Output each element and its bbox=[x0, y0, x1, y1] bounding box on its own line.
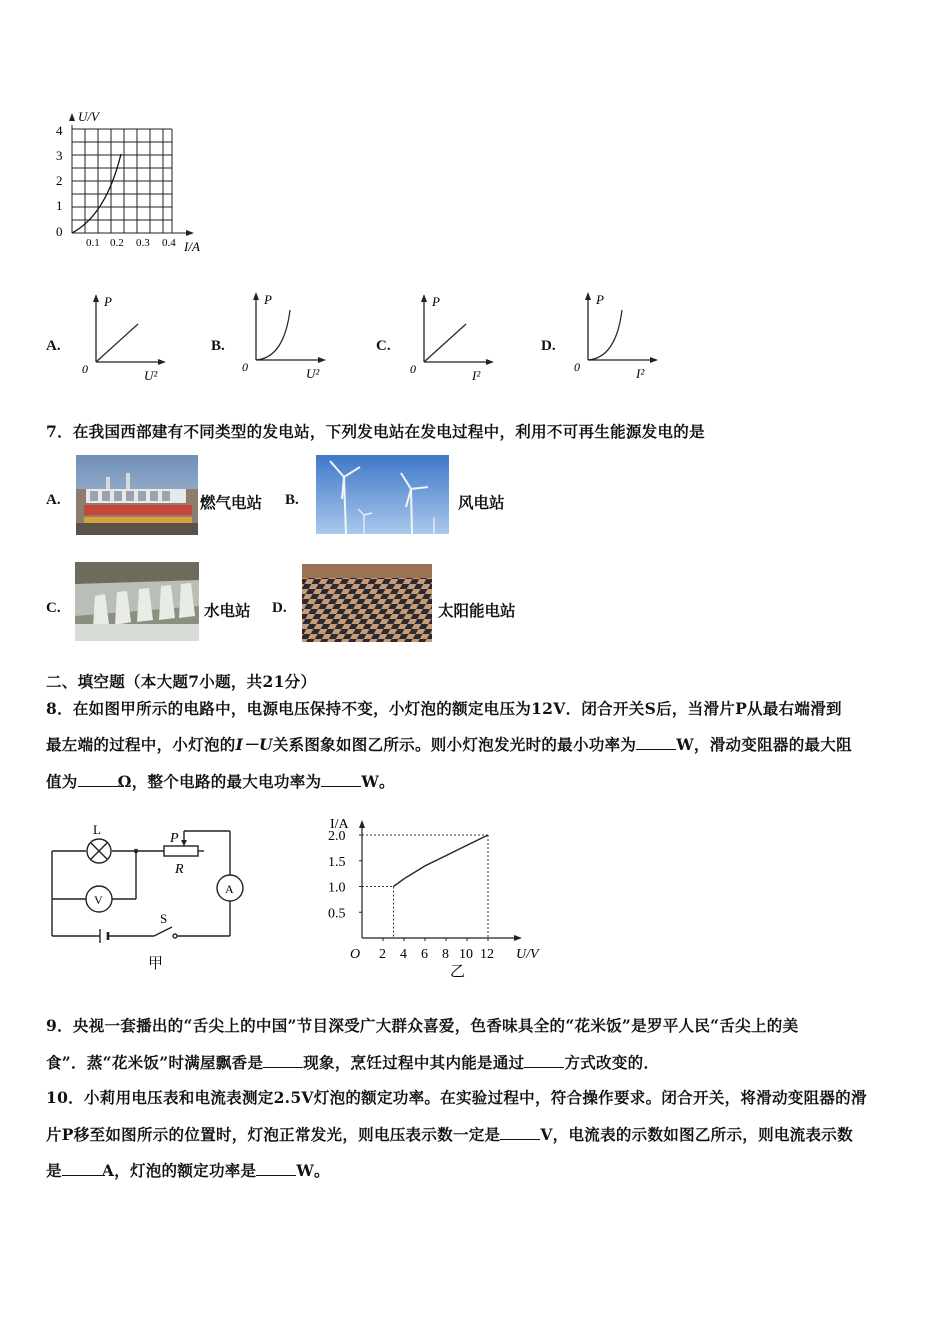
answer-blank[interactable] bbox=[500, 1125, 540, 1140]
text: 最左端的过程中，小灯泡的 bbox=[46, 735, 236, 754]
y-tick: 1 bbox=[56, 198, 63, 213]
q7-option-c-letter: C. bbox=[46, 600, 61, 616]
x-axis-label: U/V bbox=[516, 947, 539, 962]
y-tick-label: 2.0 bbox=[328, 829, 346, 844]
q7-option-a-label: 燃气电站 bbox=[200, 493, 263, 512]
x-tick: 0.1 bbox=[86, 237, 100, 249]
q8-line-3 bbox=[46, 770, 395, 792]
y-tick-label: 0.5 bbox=[328, 906, 346, 922]
axis-label: P bbox=[432, 294, 440, 309]
y-tick-label: 1.0 bbox=[328, 880, 346, 896]
q9-line-1: 9．央视一套播出的“舌尖上的中国”节目深受广大群众喜爱，色香味具全的“花米饭”是罗平人民“舌尖上的美 bbox=[46, 1016, 799, 1035]
figure-caption-jia: 甲 bbox=[148, 956, 164, 972]
text: Ω，整个电路的最大电功率为 bbox=[117, 772, 322, 791]
u-i-graph bbox=[48, 105, 218, 255]
voltmeter-label: V bbox=[94, 893, 103, 907]
origin-label: O bbox=[350, 947, 361, 962]
text: W，滑动变阻器的最大阻 bbox=[676, 735, 852, 754]
q7-option-c-label: 水电站 bbox=[204, 601, 251, 620]
axis-label: P bbox=[264, 292, 272, 307]
option-b-graph[interactable] bbox=[240, 288, 330, 383]
y-axis-label: I/A bbox=[330, 817, 349, 832]
q7-text: 7．在我国西部建有不同类型的发电站，下列发电站在发电过程中，利用不可再生能源发电的是 bbox=[46, 422, 705, 441]
origin-label: 0 bbox=[574, 360, 580, 374]
figure-caption-yi: 乙 bbox=[450, 964, 466, 980]
q7-option-d-label: 太阳能电站 bbox=[438, 601, 516, 620]
answer-blank[interactable] bbox=[321, 772, 361, 787]
circuit-diagram bbox=[44, 815, 254, 980]
slider-label: P bbox=[170, 831, 179, 846]
option-d-letter: D. bbox=[541, 338, 556, 354]
axis-label: U² bbox=[144, 368, 158, 383]
text: 现象，烹饪过程中其内能是通过 bbox=[303, 1053, 525, 1072]
resistor-label: R bbox=[175, 862, 184, 877]
x-tick: 0.3 bbox=[136, 237, 150, 249]
x-tick: 0.2 bbox=[110, 237, 124, 249]
y-tick-label: 1.5 bbox=[328, 854, 346, 870]
q10-line-3 bbox=[46, 1159, 330, 1181]
axis-label: I² bbox=[472, 368, 481, 383]
answer-blank[interactable] bbox=[636, 735, 676, 750]
text: A，灯泡的额定功率是 bbox=[101, 1161, 257, 1180]
x-tick-label: 2 bbox=[379, 947, 386, 962]
q9-line-2 bbox=[46, 1051, 659, 1073]
x-tick-label: 4 bbox=[400, 947, 407, 962]
x-tick-label: 8 bbox=[442, 947, 449, 962]
answer-blank[interactable] bbox=[263, 1053, 303, 1068]
x-tick: 0.4 bbox=[162, 237, 176, 249]
x-tick-label: 6 bbox=[421, 947, 428, 962]
text: 关系图象如图乙所示。则小灯泡发光时的最小功率为 bbox=[272, 735, 637, 754]
q8-line-2 bbox=[46, 733, 852, 755]
hydro-power-station-image[interactable] bbox=[75, 562, 199, 641]
origin-label: 0 bbox=[410, 362, 416, 376]
q7-option-b-letter: B. bbox=[285, 492, 299, 508]
option-d-graph[interactable] bbox=[572, 288, 662, 383]
origin-label: 0 bbox=[242, 360, 248, 374]
answer-blank[interactable] bbox=[524, 1053, 564, 1068]
text: 是 bbox=[46, 1161, 62, 1180]
text: I－U bbox=[235, 735, 273, 754]
option-a-letter: A. bbox=[46, 338, 61, 354]
answer-blank[interactable] bbox=[78, 772, 118, 787]
axis-label: P bbox=[104, 294, 112, 309]
solar-power-station-image[interactable] bbox=[302, 564, 432, 642]
axis-label: U² bbox=[306, 366, 320, 381]
wind-power-station-image[interactable] bbox=[316, 455, 449, 534]
lamp-label: L bbox=[93, 822, 101, 837]
q7-option-b-label: 风电站 bbox=[458, 493, 505, 512]
x-tick-label: 12 bbox=[480, 947, 494, 962]
x-axis-label: I/A bbox=[184, 239, 200, 254]
i-u-graph bbox=[320, 812, 560, 982]
q10-line-2 bbox=[46, 1123, 853, 1145]
q8-line-1: 8．在如图甲所示的电路中，电源电压保持不变，小灯泡的额定电压为12V．闭合开关S后，当滑片P从最右端滑到 bbox=[46, 699, 842, 718]
switch-label: S bbox=[160, 911, 168, 926]
text: 方式改变的． bbox=[564, 1053, 660, 1072]
i-u-curve bbox=[394, 835, 489, 887]
q10-line-1: 10．小莉用电压表和电流表测定2.5V灯泡的额定功率。在实验过程中，符合操作要求。闭合开关，将滑动变阻器的滑 bbox=[46, 1088, 867, 1107]
option-c-letter: C. bbox=[376, 338, 391, 354]
x-tick-label: 10 bbox=[459, 947, 473, 962]
q7-option-d-letter: D. bbox=[272, 600, 287, 616]
text: V，电流表的示数如图乙所示，则电流表示数 bbox=[540, 1125, 853, 1144]
text: W。 bbox=[361, 772, 395, 791]
text: 值为 bbox=[46, 772, 78, 791]
text: 食”．蒸“花米饭”时满屋飘香是 bbox=[46, 1053, 264, 1072]
y-axis-label: U/V bbox=[78, 109, 99, 124]
option-b-letter: B. bbox=[211, 338, 225, 354]
axis-label: P bbox=[596, 292, 604, 307]
answer-blank[interactable] bbox=[62, 1161, 102, 1176]
answer-blank[interactable] bbox=[256, 1161, 296, 1176]
text: W。 bbox=[296, 1161, 330, 1180]
origin-label: 0 bbox=[82, 362, 88, 376]
y-tick: 0 bbox=[56, 224, 63, 239]
option-a-graph[interactable] bbox=[80, 290, 170, 385]
axis-label: I² bbox=[636, 366, 645, 381]
option-c-graph[interactable] bbox=[408, 290, 498, 385]
y-tick: 4 bbox=[56, 123, 63, 138]
text: 片P移至如图所示的位置时，灯泡正常发光，则电压表示数一定是 bbox=[46, 1125, 501, 1144]
gas-power-station-image[interactable] bbox=[76, 455, 198, 535]
ammeter-label: A bbox=[225, 882, 234, 896]
y-tick: 3 bbox=[56, 148, 63, 163]
section-2-title: 二、填空题（本大题7小题，共21分） bbox=[46, 672, 317, 691]
y-tick: 2 bbox=[56, 173, 63, 188]
q7-option-a-letter: A. bbox=[46, 492, 61, 508]
